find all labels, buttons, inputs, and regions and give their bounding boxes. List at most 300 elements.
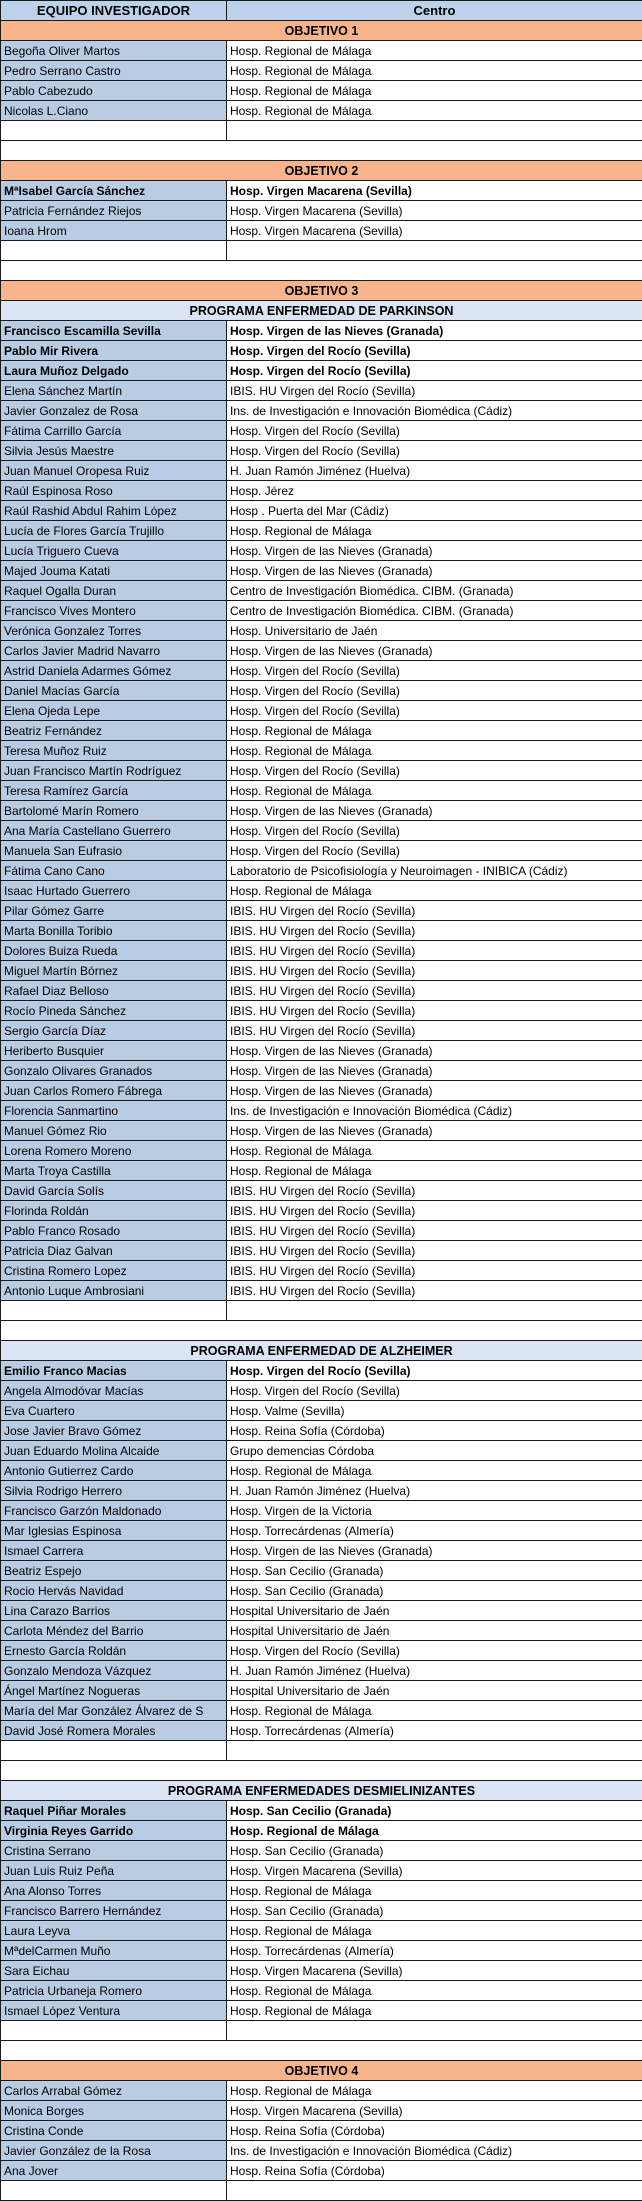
- researcher-name: Patricia Diaz Galvan: [1, 1241, 227, 1261]
- research-center: Hosp. San Cecilio (Granada): [227, 1801, 642, 1821]
- research-center: Centro de Investigación Biomédica. CIBM. (Granada): [227, 601, 642, 621]
- spacer-row: [1, 121, 642, 141]
- research-center: Grupo demencias Córdoba: [227, 1441, 642, 1461]
- research-center: Centro de Investigación Biomédica. CIBM. (Granada): [227, 581, 642, 601]
- research-center: Hosp. Virgen del Rocío (Sevilla): [227, 841, 642, 861]
- research-center: Hosp. Regional de Málaga: [227, 721, 642, 741]
- table-row: [1, 1101, 642, 1121]
- research-center: Hosp. Regional de Málaga: [227, 1701, 642, 1721]
- researcher-name: Miguel Martín Bórnez: [1, 961, 227, 981]
- research-center: Hosp . Puerta del Mar (Cádiz): [227, 501, 642, 521]
- table-row: [1, 2081, 642, 2101]
- table-row: [1, 1941, 642, 1961]
- research-center: Hosp. San Cecilio (Granada): [227, 1581, 642, 1601]
- research-center: Hosp. Virgen Macarena (Sevilla): [227, 1961, 642, 1981]
- research-center: Hosp. Virgen de las Nieves (Granada): [227, 801, 642, 821]
- research-center: Hosp. Virgen del Rocío (Sevilla): [227, 761, 642, 781]
- research-center: Hosp. Regional de Málaga: [227, 1981, 642, 2001]
- table-row: [1, 1261, 642, 1281]
- researcher-name: Beatriz Fernández: [1, 721, 227, 741]
- researcher-name: Lorena Romero Moreno: [1, 1141, 227, 1161]
- researcher-name: Cristina Romero Lopez: [1, 1261, 227, 1281]
- researcher-name: Antonio Luque Ambrosiani: [1, 1281, 227, 1301]
- researcher-name: Cristina Conde: [1, 2121, 227, 2141]
- research-center: IBIS. HU Virgen del Rocío (Sevilla): [227, 901, 642, 921]
- table-row: [1, 641, 642, 661]
- researcher-name: Verónica Gonzalez Torres: [1, 621, 227, 641]
- researcher-name: Elena Sánchez Martín: [1, 381, 227, 401]
- table-row: [1, 2141, 642, 2161]
- table-row: [1, 201, 642, 221]
- table-row: [1, 881, 642, 901]
- researcher-name: Patricia Urbaneja Romero: [1, 1981, 227, 2001]
- researcher-name: Raúl Espinosa Roso: [1, 481, 227, 501]
- table-row: [1, 321, 642, 341]
- researcher-name: Teresa Muñoz Ruiz: [1, 741, 227, 761]
- table-row: [1, 1061, 642, 1081]
- researcher-name: Isaac Hurtado Guerrero: [1, 881, 227, 901]
- spacer-row: [1, 2181, 642, 2201]
- research-center: IBIS. HU Virgen del Rocío (Sevilla): [227, 1181, 642, 1201]
- table-row: [1, 1141, 642, 1161]
- researcher-name: Laura Muñoz Delgado: [1, 361, 227, 381]
- researcher-name: Sergio García Díaz: [1, 1021, 227, 1041]
- research-center: Hosp. Regional de Málaga: [227, 1461, 642, 1481]
- research-center: Hosp. Regional de Málaga: [227, 1921, 642, 1941]
- table-row: [1, 581, 642, 601]
- program-heading: [1, 1341, 642, 1361]
- researcher-name: Juan Carlos Romero Fábrega: [1, 1081, 227, 1101]
- researcher-name: Pablo Mir Rivera: [1, 341, 227, 361]
- researcher-name: Elena Ojeda Lepe: [1, 701, 227, 721]
- research-center: IBIS. HU Virgen del Rocío (Sevilla): [227, 1261, 642, 1281]
- table-row: [1, 461, 642, 481]
- researcher-name: Rocío Pineda Sánchez: [1, 1001, 227, 1021]
- table-row: [1, 1821, 642, 1841]
- research-center: Hosp. Virgen del Rocío (Sevilla): [227, 681, 642, 701]
- research-center: Hosp. Regional de Málaga: [227, 2081, 642, 2101]
- researcher-name: Carlos Arrabal Gómez: [1, 2081, 227, 2101]
- research-center: Ins. de Investigación e Innovación Biomédica (Cádiz): [227, 1101, 642, 1121]
- research-center: Hosp. Virgen Macarena (Sevilla): [227, 1861, 642, 1881]
- research-center: Hosp. Regional de Málaga: [227, 1141, 642, 1161]
- table-row: [1, 521, 642, 541]
- table-row: [1, 1481, 642, 1501]
- research-center: Hosp. Torrecárdenas (Almería): [227, 1721, 642, 1741]
- table-row: [1, 1421, 642, 1441]
- table-row: [1, 101, 642, 121]
- research-center: IBIS. HU Virgen del Rocío (Sevilla): [227, 1221, 642, 1241]
- research-center: Hosp. Regional de Málaga: [227, 41, 642, 61]
- research-center: Hosp. Virgen de las Nieves (Granada): [227, 541, 642, 561]
- table-row: [1, 2101, 642, 2121]
- researcher-name: Mar Iglesias Espinosa: [1, 1521, 227, 1541]
- table-row: [1, 501, 642, 521]
- spacer-row: [1, 261, 642, 281]
- researcher-name: David José Romera Morales: [1, 1721, 227, 1741]
- table-row: [1, 341, 642, 361]
- researcher-name: Manuel Gómez Rio: [1, 1121, 227, 1141]
- table-row: [1, 601, 642, 621]
- researcher-name: MªdelCarmen Muño: [1, 1941, 227, 1961]
- research-center: Hosp. Virgen del Rocío (Sevilla): [227, 361, 642, 381]
- researcher-name: Francisco Garzón Maldonado: [1, 1501, 227, 1521]
- objective-heading: [1, 281, 642, 301]
- researcher-name: Lina Carazo Barrios: [1, 1601, 227, 1621]
- research-center: Hospital Universitario de Jaén: [227, 1621, 642, 1641]
- table-row: [1, 1721, 642, 1741]
- table-row: [1, 221, 642, 241]
- research-center: Hosp. Universitario de Jaén: [227, 621, 642, 641]
- table-row: [1, 1801, 642, 1821]
- table-row: [1, 1041, 642, 1061]
- researcher-name: Cristina Serrano: [1, 1841, 227, 1861]
- researcher-name: Begoña Oliver Martos: [1, 41, 227, 61]
- research-center: Hosp. Virgen de las Nieves (Granada): [227, 1061, 642, 1081]
- research-center: Hosp. Virgen de las Nieves (Granada): [227, 321, 642, 341]
- spacer-row: [1, 1761, 642, 1781]
- table-row: [1, 181, 642, 201]
- table-row: [1, 1221, 642, 1241]
- table-row: [1, 1281, 642, 1301]
- table-row: [1, 421, 642, 441]
- table-row: [1, 681, 642, 701]
- researcher-name: Rafael Diaz Belloso: [1, 981, 227, 1001]
- table-row: [1, 901, 642, 921]
- research-center: Hosp. Virgen del Rocío (Sevilla): [227, 1361, 642, 1381]
- researcher-name: Silvia Rodrigo Herrero: [1, 1481, 227, 1501]
- research-center: IBIS. HU Virgen del Rocío (Sevilla): [227, 381, 642, 401]
- research-center: Hosp. Torrecárdenas (Almería): [227, 1941, 642, 1961]
- research-center: Hosp. Regional de Málaga: [227, 1161, 642, 1181]
- table-row: [1, 941, 642, 961]
- researcher-name: Carlota Méndez del Barrio: [1, 1621, 227, 1641]
- table-row: [1, 1661, 642, 1681]
- researcher-name: Antonio Gutierrez Cardo: [1, 1461, 227, 1481]
- objective-heading: [1, 161, 642, 181]
- researcher-name: Ana Alonso Torres: [1, 1881, 227, 1901]
- research-center: Hosp. Virgen Macarena (Sevilla): [227, 2101, 642, 2121]
- table-row: [1, 441, 642, 461]
- researcher-name: Ernesto García Roldán: [1, 1641, 227, 1661]
- research-center: IBIS. HU Virgen del Rocío (Sevilla): [227, 1241, 642, 1261]
- researcher-name: Virginia Reyes Garrido: [1, 1821, 227, 1841]
- research-center: Hosp. Reina Sofía (Córdoba): [227, 1421, 642, 1441]
- research-center: Hospital Universitario de Jaén: [227, 1601, 642, 1621]
- table-row: [1, 61, 642, 81]
- table-row: [1, 1381, 642, 1401]
- researcher-name: Manuela San Eufrasio: [1, 841, 227, 861]
- researcher-name: Beatriz Espejo: [1, 1561, 227, 1581]
- researcher-name: Raquel Piñar Morales: [1, 1801, 227, 1821]
- table-row: [1, 661, 642, 681]
- objective-heading-label: OBJETIVO 3: [1, 281, 642, 301]
- research-center: Hosp. Regional de Málaga: [227, 2001, 642, 2021]
- table-row: [1, 1901, 642, 1921]
- research-center: IBIS. HU Virgen del Rocío (Sevilla): [227, 1001, 642, 1021]
- researcher-name: Juan Manuel Oropesa Ruiz: [1, 461, 227, 481]
- table-row: [1, 1921, 642, 1941]
- research-center: Hosp. Valme (Sevilla): [227, 1401, 642, 1421]
- research-center: Hosp. Torrecárdenas (Almería): [227, 1521, 642, 1541]
- researcher-name: Ángel Martínez Nogueras: [1, 1681, 227, 1701]
- research-center: H. Juan Ramón Jiménez (Huelva): [227, 1661, 642, 1681]
- research-center: Hospital Universitario de Jaén: [227, 1681, 642, 1701]
- researcher-name: Pablo Cabezudo: [1, 81, 227, 101]
- research-center: IBIS. HU Virgen del Rocío (Sevilla): [227, 941, 642, 961]
- objective-heading: [1, 2061, 642, 2081]
- spacer-row: [1, 241, 642, 261]
- research-center: Hosp. Regional de Málaga: [227, 1821, 642, 1841]
- researcher-name: Dolores Buiza Rueda: [1, 941, 227, 961]
- research-center: Hosp. Virgen del Rocío (Sevilla): [227, 821, 642, 841]
- research-center: H. Juan Ramón Jiménez (Huelva): [227, 1481, 642, 1501]
- researcher-name: Heriberto Busquier: [1, 1041, 227, 1061]
- researcher-name: Jose Javier Bravo Gómez: [1, 1421, 227, 1441]
- table-row: [1, 1881, 642, 1901]
- research-center: Hosp. Regional de Málaga: [227, 101, 642, 121]
- table-row: [1, 1441, 642, 1461]
- researcher-name: Javier González de la Rosa: [1, 2141, 227, 2161]
- researcher-name: Gonzalo Mendoza Vázquez: [1, 1661, 227, 1681]
- researcher-name: Rocio Hervás Navidad: [1, 1581, 227, 1601]
- research-center: Hosp. Regional de Málaga: [227, 521, 642, 541]
- researcher-name: Ismael Carrera: [1, 1541, 227, 1561]
- researcher-name: Ioana Hrom: [1, 221, 227, 241]
- researcher-name: Silvia Jesús Maestre: [1, 441, 227, 461]
- objective-heading-label: OBJETIVO 4: [1, 2061, 642, 2081]
- researcher-name: Florencia Sanmartino: [1, 1101, 227, 1121]
- table-row: [1, 1601, 642, 1621]
- research-center: Hosp. Virgen del Rocío (Sevilla): [227, 1381, 642, 1401]
- header-equipo: EQUIPO INVESTIGADOR: [1, 1, 227, 21]
- table-row: [1, 1181, 642, 1201]
- table-row: [1, 1641, 642, 1661]
- researcher-name: Carlos Javier Madrid Navarro: [1, 641, 227, 661]
- table-row: [1, 1561, 642, 1581]
- researcher-name: Sara Eichau: [1, 1961, 227, 1981]
- table-row: [1, 921, 642, 941]
- table-row: [1, 2001, 642, 2021]
- research-center: Hosp. Virgen del Rocío (Sevilla): [227, 661, 642, 681]
- research-center: Hosp. Virgen de las Nieves (Granada): [227, 1541, 642, 1561]
- research-center: Hosp. Virgen Macarena (Sevilla): [227, 201, 642, 221]
- spacer-row: [1, 2041, 642, 2061]
- research-center: IBIS. HU Virgen del Rocío (Sevilla): [227, 981, 642, 1001]
- objective-heading: [1, 21, 642, 41]
- researcher-name: Ismael López Ventura: [1, 2001, 227, 2021]
- research-center: Hosp. Regional de Málaga: [227, 61, 642, 81]
- program-heading-label: PROGRAMA ENFERMEDADES DESMIELINIZANTES: [1, 1781, 642, 1801]
- table-row: [1, 841, 642, 861]
- table-row: [1, 961, 642, 981]
- table-row: [1, 481, 642, 501]
- table-row: [1, 1121, 642, 1141]
- table-row: [1, 1681, 642, 1701]
- table-row: [1, 2121, 642, 2141]
- table-row: [1, 1501, 642, 1521]
- research-center: Hosp. Virgen de la Victoria: [227, 1501, 642, 1521]
- table-row: [1, 561, 642, 581]
- table-row: [1, 1161, 642, 1181]
- research-center: Hosp. Virgen del Rocío (Sevilla): [227, 421, 642, 441]
- research-center: IBIS. HU Virgen del Rocío (Sevilla): [227, 961, 642, 981]
- header-centro: Centro: [227, 1, 642, 21]
- researcher-name: Gonzalo Olivares Granados: [1, 1061, 227, 1081]
- researcher-name: Laura Leyva: [1, 1921, 227, 1941]
- researcher-name: Angela Almodóvar Macías: [1, 1381, 227, 1401]
- research-center: Hosp. Virgen del Rocío (Sevilla): [227, 701, 642, 721]
- research-center: Hosp. Regional de Málaga: [227, 1881, 642, 1901]
- table-row: [1, 361, 642, 381]
- research-center: IBIS. HU Virgen del Rocío (Sevilla): [227, 1021, 642, 1041]
- research-center: Hosp. Virgen de las Nieves (Granada): [227, 1121, 642, 1141]
- table-row: [1, 701, 642, 721]
- research-center: Laboratorio de Psicofisiología y Neuroimagen - INIBICA (Cádiz): [227, 861, 642, 881]
- research-center: Hosp. Regional de Málaga: [227, 881, 642, 901]
- researcher-name: Eva Cuartero: [1, 1401, 227, 1421]
- researcher-name: Patricia Fernández Riejos: [1, 201, 227, 221]
- table-row: [1, 1981, 642, 2001]
- researcher-name: Francisco Escamilla Sevilla: [1, 321, 227, 341]
- research-center: Hosp. Virgen Macarena (Sevilla): [227, 181, 642, 201]
- table-row: [1, 1621, 642, 1641]
- research-center: Hosp. Virgen Macarena (Sevilla): [227, 221, 642, 241]
- table-row: [1, 1541, 642, 1561]
- table-body: [1, 21, 642, 2201]
- table-row: [1, 741, 642, 761]
- research-center: Hosp. Regional de Málaga: [227, 741, 642, 761]
- researcher-name: Raúl Rashid Abdul Rahim López: [1, 501, 227, 521]
- researcher-name: Javier Gonzalez de Rosa: [1, 401, 227, 421]
- research-center: Hosp. Reina Sofía (Córdoba): [227, 2121, 642, 2141]
- research-center: Hosp. Reina Sofía (Córdoba): [227, 2161, 642, 2181]
- researcher-name: Daniel Macías García: [1, 681, 227, 701]
- table-row: [1, 41, 642, 61]
- table-row: [1, 1241, 642, 1261]
- table-row: [1, 821, 642, 841]
- spacer-row: [1, 1301, 642, 1321]
- research-center: Hosp. San Cecilio (Granada): [227, 1561, 642, 1581]
- table-row: [1, 381, 642, 401]
- research-center: Hosp. Virgen de las Nieves (Granada): [227, 561, 642, 581]
- header-row: [1, 1, 642, 21]
- researcher-name: Lucía Triguero Cueva: [1, 541, 227, 561]
- researcher-name: Francisco Vives Montero: [1, 601, 227, 621]
- research-center: IBIS. HU Virgen del Rocío (Sevilla): [227, 1201, 642, 1221]
- spacer-row: [1, 2021, 642, 2041]
- table-row: [1, 801, 642, 821]
- table-row: [1, 621, 642, 641]
- research-center: Hosp. Virgen del Rocío (Sevilla): [227, 341, 642, 361]
- research-center: Ins. de Investigación e Innovación Biomédica (Cádiz): [227, 401, 642, 421]
- table-row: [1, 781, 642, 801]
- objective-heading-label: OBJETIVO 1: [1, 21, 642, 41]
- table-row: [1, 761, 642, 781]
- researcher-name: Pilar Gómez Garre: [1, 901, 227, 921]
- research-center: Hosp. San Cecilio (Granada): [227, 1901, 642, 1921]
- researcher-name: Juan Eduardo Molina Alcaide: [1, 1441, 227, 1461]
- researcher-name: David García Solís: [1, 1181, 227, 1201]
- table-row: [1, 1861, 642, 1881]
- table-row: [1, 1201, 642, 1221]
- researcher-name: Bartolomé Marín Romero: [1, 801, 227, 821]
- researcher-name: Pedro Serrano Castro: [1, 61, 227, 81]
- researcher-name: Ana Jover: [1, 2161, 227, 2181]
- table-row: [1, 861, 642, 881]
- researcher-name: Florinda Roldán: [1, 1201, 227, 1221]
- table-row: [1, 541, 642, 561]
- program-heading-label: PROGRAMA ENFERMEDAD DE PARKINSON: [1, 301, 642, 321]
- table-row: [1, 1081, 642, 1101]
- research-center: Hosp. Virgen del Rocío (Sevilla): [227, 1641, 642, 1661]
- program-heading: [1, 1781, 642, 1801]
- research-center: Ins. de Investigación e Innovación Biomédica (Cádiz): [227, 2141, 642, 2161]
- researcher-name: María del Mar González Álvarez de S: [1, 1701, 227, 1721]
- table-row: [1, 1701, 642, 1721]
- researcher-name: Lucía de Flores García Trujillo: [1, 521, 227, 541]
- table-row: [1, 1841, 642, 1861]
- research-center: Hosp. Jérez: [227, 481, 642, 501]
- table-row: [1, 2161, 642, 2181]
- research-center: IBIS. HU Virgen del Rocío (Sevilla): [227, 921, 642, 941]
- researcher-name: Fátima Cano Cano: [1, 861, 227, 881]
- table-row: [1, 981, 642, 1001]
- researcher-name: Fátima Carrillo García: [1, 421, 227, 441]
- table-row: [1, 1001, 642, 1021]
- researcher-name: Astrid Daniela Adarmes Gómez: [1, 661, 227, 681]
- table-row: [1, 1361, 642, 1381]
- spacer-row: [1, 141, 642, 161]
- spacer-row: [1, 1321, 642, 1341]
- researcher-name: MªIsabel García Sánchez: [1, 181, 227, 201]
- research-center: IBIS. HU Virgen del Rocío (Sevilla): [227, 1281, 642, 1301]
- table-row: [1, 1021, 642, 1041]
- researcher-name: Juan Francisco Martín Rodríguez: [1, 761, 227, 781]
- table-row: [1, 81, 642, 101]
- researcher-name: Marta Troya Castilla: [1, 1161, 227, 1181]
- table-row: [1, 1401, 642, 1421]
- research-center: H. Juan Ramón Jiménez (Huelva): [227, 461, 642, 481]
- table-row: [1, 1581, 642, 1601]
- research-center: Hosp. Regional de Málaga: [227, 81, 642, 101]
- table-row: [1, 1461, 642, 1481]
- researcher-name: Teresa Ramírez García: [1, 781, 227, 801]
- program-heading: [1, 301, 642, 321]
- table-row: [1, 1961, 642, 1981]
- program-heading-label: PROGRAMA ENFERMEDAD DE ALZHEIMER: [1, 1341, 642, 1361]
- research-center: Hosp. Virgen de las Nieves (Granada): [227, 641, 642, 661]
- table-row: [1, 401, 642, 421]
- researcher-name: Ana María Castellano Guerrero: [1, 821, 227, 841]
- research-center: Hosp. San Cecilio (Granada): [227, 1841, 642, 1861]
- researcher-name: Marta Bonilla Toribio: [1, 921, 227, 941]
- researcher-name: Raquel Ogalla Duran: [1, 581, 227, 601]
- research-center: Hosp. Virgen de las Nieves (Granada): [227, 1081, 642, 1101]
- researcher-name: Francisco Barrero Hernández: [1, 1901, 227, 1921]
- research-center: Hosp. Regional de Málaga: [227, 781, 642, 801]
- spacer-row: [1, 1741, 642, 1761]
- researcher-name: Pablo Franco Rosado: [1, 1221, 227, 1241]
- researcher-name: Majed Jouma Katati: [1, 561, 227, 581]
- researcher-name: Emilio Franco Macias: [1, 1361, 227, 1381]
- researcher-name: Monica Borges: [1, 2101, 227, 2121]
- research-center: Hosp. Virgen del Rocío (Sevilla): [227, 441, 642, 461]
- table-row: [1, 1521, 642, 1541]
- research-center: Hosp. Virgen de las Nieves (Granada): [227, 1041, 642, 1061]
- objective-heading-label: OBJETIVO 2: [1, 161, 642, 181]
- researcher-name: Juan Luis Ruiz Peña: [1, 1861, 227, 1881]
